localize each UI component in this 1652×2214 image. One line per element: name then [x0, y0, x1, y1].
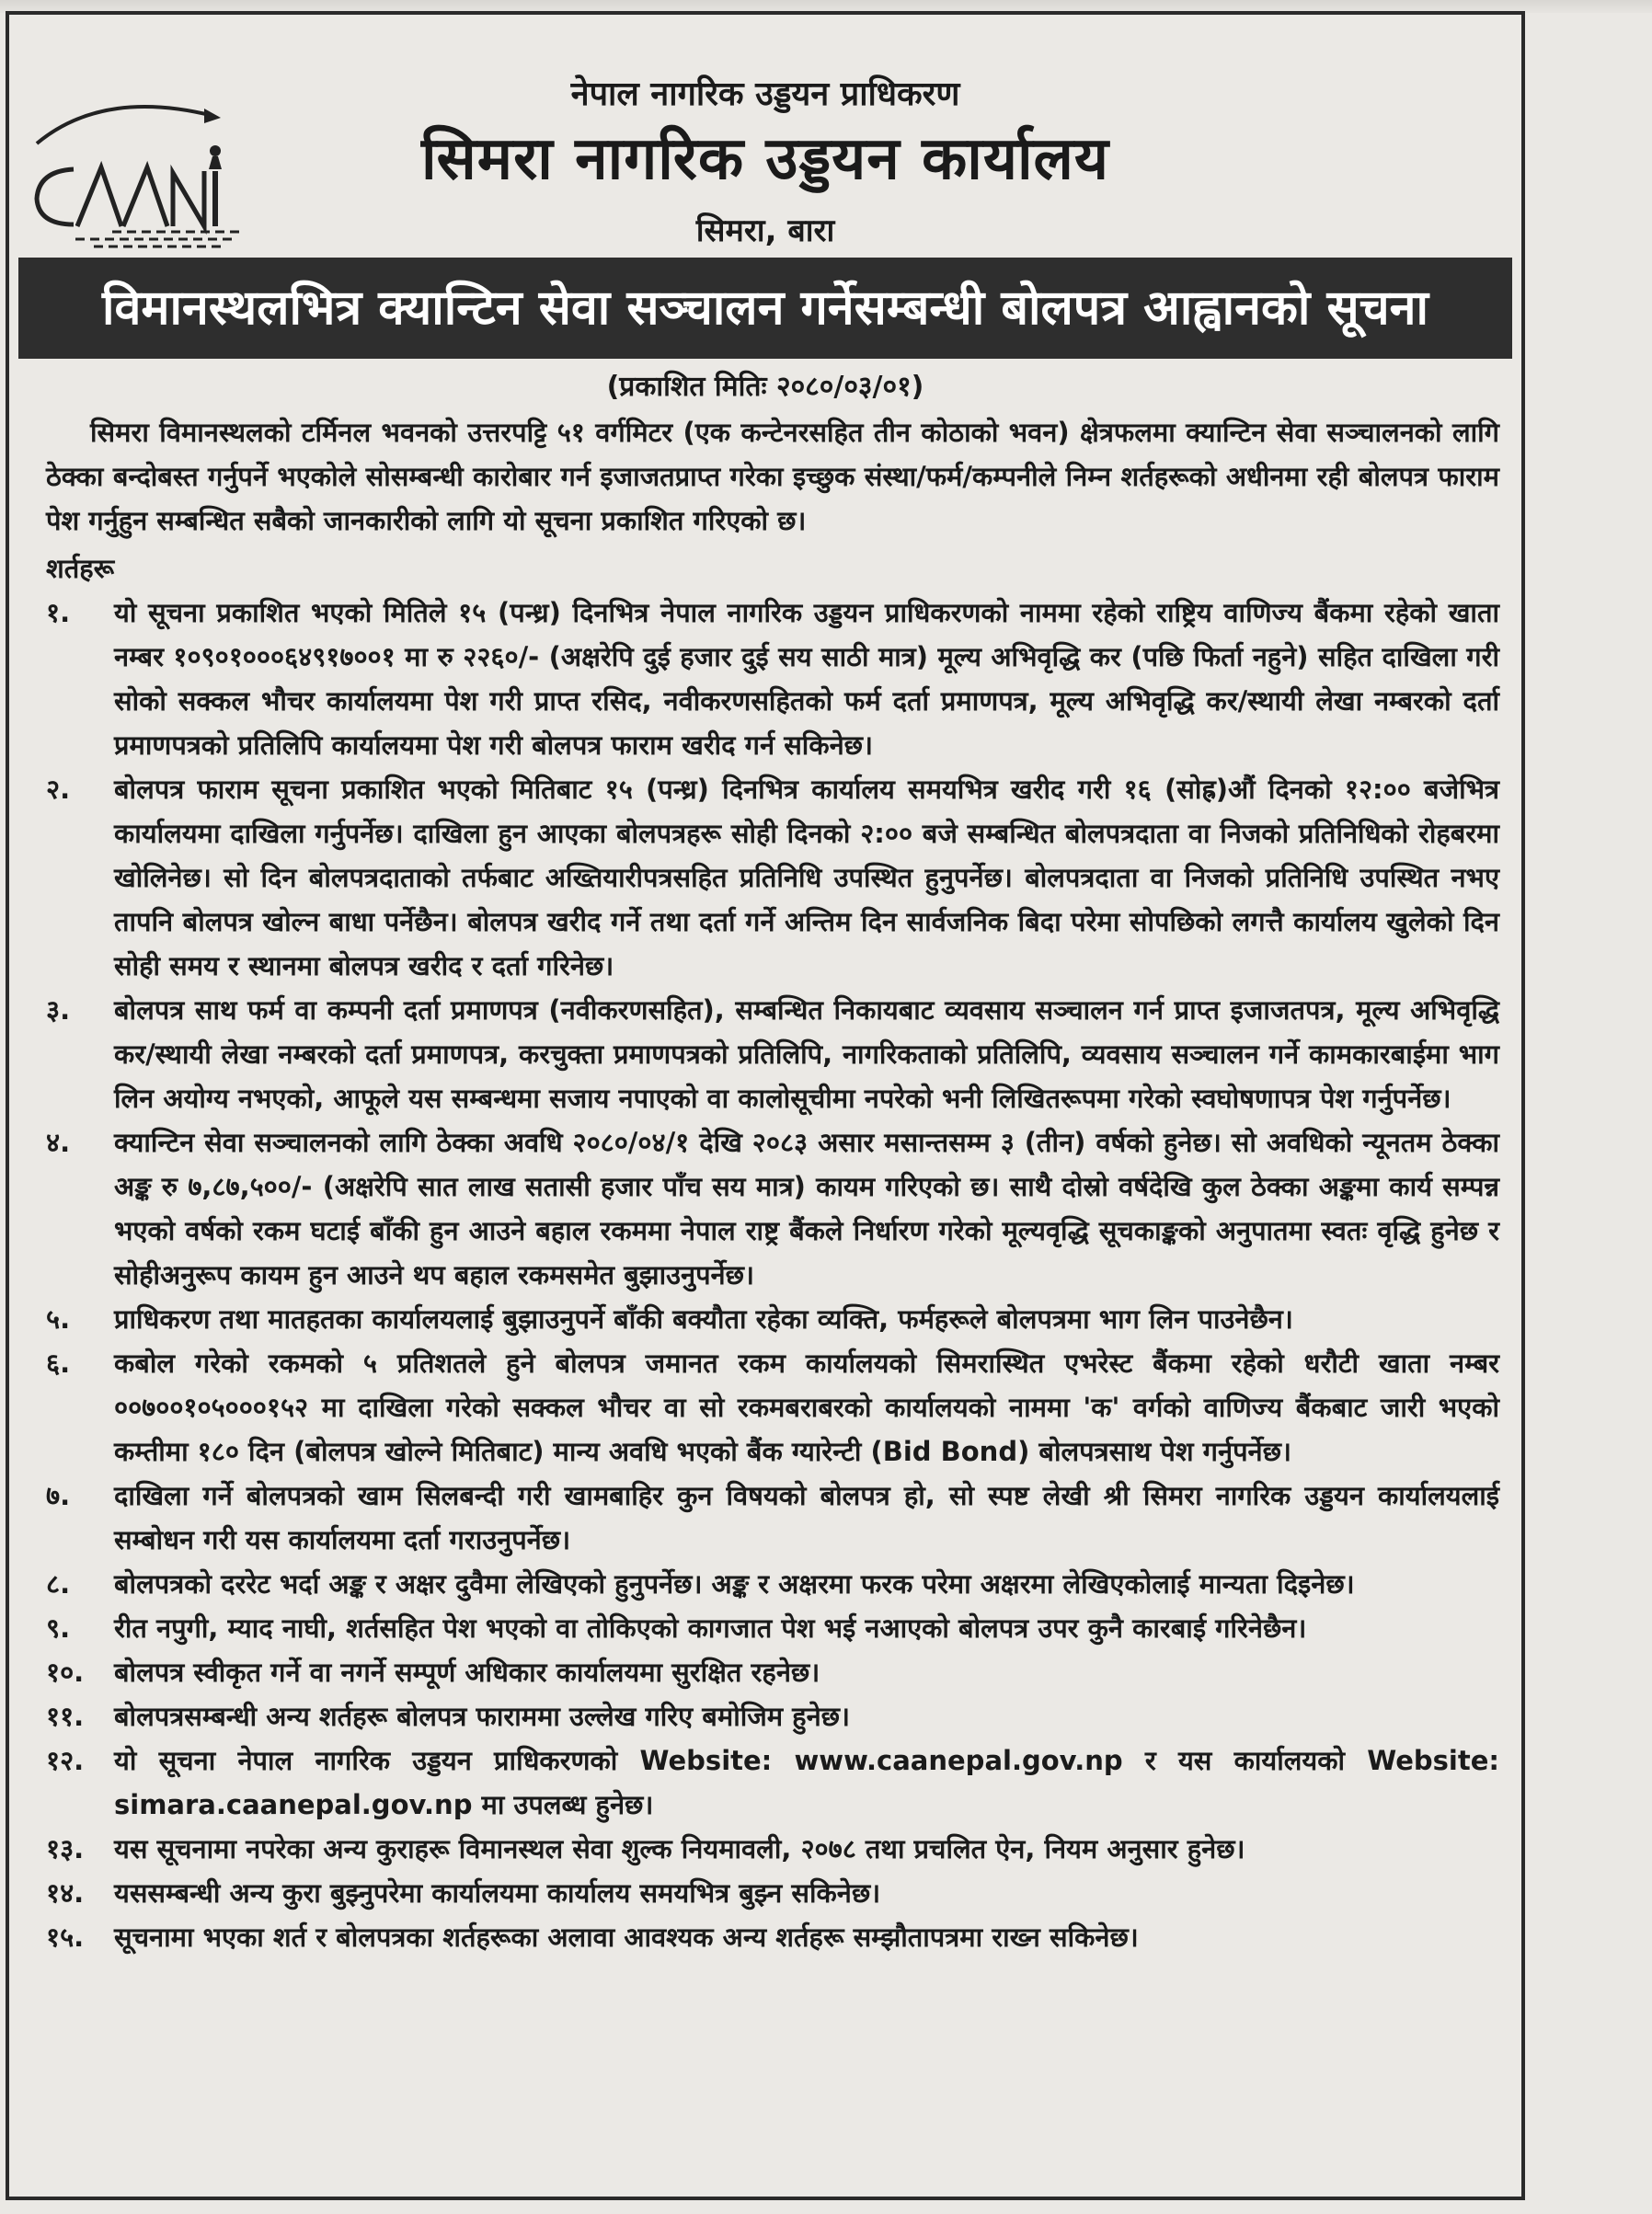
term-item	[46, 767, 1499, 988]
term-item	[46, 1297, 1499, 1341]
term-text: बोलपत्र स्वीकृत गर्ने वा नगर्ने सम्पूर्ण अधिकार कार्यालयमा सुरक्षित रहनेछ।	[114, 1657, 820, 1688]
term-item	[46, 1650, 1499, 1694]
organization-name: नेपाल नागरिक उड्डयन प्राधिकरण	[570, 75, 960, 113]
notice-header	[9, 15, 1521, 256]
notice-frame	[6, 11, 1525, 2200]
term-item	[46, 1827, 1499, 1871]
term-item	[46, 1871, 1499, 1915]
term-text: सूचनामा भएका शर्त र बोलपत्रका शर्तहरूका अलावा आवश्यक अन्य शर्तहरू सम्झौतापत्रमा राख्न सकिनेछ।	[114, 1921, 1139, 1953]
terms-heading: शर्तहरू	[46, 553, 115, 584]
office-location: सिमरा, बारा	[695, 212, 835, 249]
term-number: १.	[46, 597, 71, 628]
term-item	[46, 1120, 1499, 1297]
term-item	[46, 1606, 1499, 1650]
term-number: ३.	[46, 994, 71, 1026]
term-text: यो सूचना नेपाल नागरिक उड्डयन प्राधिकरणको Website: www.caanepal.gov.np र यस कार्यालयको Website: simara.caanepal.gov.np मा उपलब्ध हुनेछ।	[114, 1745, 1499, 1820]
term-text: क्यान्टिन सेवा सञ्चालनको लागि ठेक्का अवधि २०८०/०४/१ देखि २०८३ असार मसान्तसम्म ३ (तीन) वर्षको हुनेछ। सो अवधिको न्यूनतम ठेक्का अङ्क रु ७,८७,५००/- (अक्षरेपि सात लाख सतासी हजार पाँच सय मात्र) कायम गरिएको छ। साथै दोस्रो वर्षदेखि कुल ठेक्का अङ्कमा कार्य सम्पन्न भएको वर्षको रकम घटाई बाँकी हुन आउने बहाल रकममा नेपाल राष्ट्र बैंकले निर्धारण गरेको मूल्यवृद्धि सूचकाङ्कको अनुपातमा स्वतः वृद्धि हुनेछ र सोहीअनुरूप कायम हुन आउने थप बहाल रकमसमेत बुझाउनुपर्नेछ।	[114, 1127, 1499, 1291]
term-number: १२.	[46, 1745, 85, 1776]
term-text: यस सूचनामा नपरेका अन्य कुराहरू विमानस्थल सेवा शुल्क नियमावली, २०७८ तथा प्रचलित ऐन, नियम अनुसार हुनेछ।	[114, 1833, 1245, 1864]
intro-paragraph: सिमरा विमानस्थलको टर्मिनल भवनको उत्तरपट्टि ५१ वर्गमिटर (एक कन्टेनरसहित तीन कोठाको भवन) क्षेत्रफलमा क्यान्टिन सेवा सञ्चालनको लागि ठेक्का बन्दोबस्त गर्नुपर्ने भएकोले सोसम्बन्धी कारोबार गर्न इजाजतप्राप्त गरेका इच्छुक संस्था/फर्म/कम्पनीले निम्न शर्तहरूको अधीनमा रही बोलपत्र फाराम पेश गर्नुहुन सम्बन्धित सबैको जानकारीको लागि यो सूचना प्रकाशित गरिएको छ।	[46, 417, 1499, 536]
term-item	[46, 1474, 1499, 1562]
term-text: बोलपत्र फाराम सूचना प्रकाशित भएको मितिबाट १५ (पन्ध्र) दिनभित्र कार्यालय समयभित्र खरीद गरी १६ (सोह्र)औं दिनको १२:०० बजेभित्र कार्यालयमा दाखिला गर्नुपर्नेछ। दाखिला हुन आएका बोलपत्रहरू सोही दिनको २:०० बजे सम्बन्धित बोलपत्रदाता वा निजको प्रतिनिधिको रोहबरमा खोलिनेछ। सो दिन बोलपत्रदाताको तर्फबाट अख्तियारीपत्रसहित प्रतिनिधि उपस्थित हुनुपर्नेछ। बोलपत्रदाता वा निजको प्रतिनिधि उपस्थित नभए तापनि बोलपत्र खोल्न बाधा पर्नेछैन। बोलपत्र खरीद गर्ने तथा दर्ता गर्ने अन्तिम दिन सार्वजनिक बिदा परेमा सोपछिको लगत्तै कार्यालय खुलेको दिन सोही समय र स्थानमा बोलपत्र खरीद र दर्ता गरिनेछ।	[114, 774, 1499, 981]
terms-list	[46, 591, 1499, 1959]
notice-title: विमानस्थलभित्र क्यान्टिन सेवा सञ्चालन गर्नेसम्बन्धी बोलपत्र आह्वानको सूचना	[18, 258, 1512, 359]
term-item	[46, 591, 1499, 767]
term-number: १५.	[46, 1921, 85, 1953]
term-text: बोलपत्रसम्बन्धी अन्य शर्तहरू बोलपत्र फाराममा उल्लेख गरिए बमोजिम हुनेछ।	[114, 1701, 850, 1732]
term-number: १०.	[46, 1657, 85, 1688]
term-item	[46, 1738, 1499, 1827]
term-item	[46, 988, 1499, 1120]
term-number: २.	[46, 774, 71, 805]
term-text: बोलपत्र साथ फर्म वा कम्पनी दर्ता प्रमाणपत्र (नवीकरणसहित), सम्बन्धित निकायबाट व्यवसाय सञ्चालन गर्न प्राप्त इजाजतपत्र, मूल्य अभिवृद्धि कर/स्थायी लेखा नम्बरको दर्ता प्रमाणपत्र, करचुक्ता प्रमाणपत्रको प्रतिलिपि, नागरिकताको प्रतिलिपि, व्यवसाय सञ्चालन गर्ने कामकारबाईमा भाग लिन अयोग्य नभएको, आफूले यस सम्बन्धमा सजाय नपाएको वा कालोसूचीमा नपरेको भनी लिखितरूपमा गरेको स्वघोषणापत्र पेश गर्नुपर्नेछ।	[114, 994, 1499, 1114]
term-item	[46, 1915, 1499, 1959]
term-number: ९.	[46, 1612, 71, 1644]
term-number: १३.	[46, 1833, 85, 1864]
term-number: ६.	[46, 1348, 71, 1379]
term-text: रीत नपुगी, म्याद नाघी, शर्तसहित पेश भएको वा तोकिएको कागजात पेश भई नआएको बोलपत्र उपर कुनै कारबाई गरिनेछैन।	[114, 1612, 1307, 1644]
notice-body	[46, 410, 1499, 1959]
term-text: दाखिला गर्ने बोलपत्रको खाम सिलबन्दी गरी खामबाहिर कुन विषयको बोलपत्र हो, सो स्पष्ट लेखी श्री सिमरा नागरिक उड्डयन कार्यालयलाई सम्बोधन गरी यस कार्यालयमा दर्ता गराउनुपर्नेछ।	[114, 1480, 1499, 1555]
term-text: कबोल गरेको रकमको ५ प्रतिशतले हुने बोलपत्र जमानत रकम कार्यालयको सिमरास्थित एभरेस्ट बैंकमा रहेको धरौटी खाता नम्बर ००७००१०५०००१५२ मा दाखिला गरेको सक्कल भौचर वा सो रकमबराबरको कार्यालयको नाममा 'क' वर्गको वाणिज्य बैंकबाट जारी भएको कम्तीमा १८० दिन (बोलपत्र खोल्ने मितिबाट) मान्य अवधि भएको बैंक ग्यारेन्टी (Bid Bond) बोलपत्रसाथ पेश गर्नुपर्नेछ।	[114, 1348, 1499, 1467]
term-text: यो सूचना प्रकाशित भएको मितिले १५ (पन्ध्र) दिनभित्र नेपाल नागरिक उड्डयन प्राधिकरणको नाममा रहेको राष्ट्रिय वाणिज्य बैंकमा रहेको खाता नम्बर १०९०१०००६४९१७००१ मा रु २२६०/- (अक्षरेपि दुई हजार दुई सय साठी मात्र) मूल्य अभिवृद्धि कर (पछि फिर्ता नहुने) सहित दाखिला गरी सोको सक्कल भौचर कार्यालयमा पेश गरी प्राप्त रसिद, नवीकरणसहितको फर्म दर्ता प्रमाणपत्र, मूल्य अभिवृद्धि कर/स्थायी लेखा नम्बरको दर्ता प्रमाणपत्रको प्रतिलिपि कार्यालयमा पेश गरी बोलपत्र फाराम खरीद गर्न सकिनेछ।	[114, 597, 1499, 761]
office-name: सिमरा नागरिक उड्डयन कार्यालय	[420, 125, 1110, 193]
term-number: १४.	[46, 1877, 85, 1909]
published-date: (प्रकाशित मितिः २०८०/०३/०१)	[606, 371, 924, 403]
term-text: बोलपत्रको दररेट भर्दा अङ्क र अक्षर दुवैमा लेखिएको हुनुपर्नेछ। अङ्क र अक्षरमा फरक परेमा अक्षरमा लेखिएकोलाई मान्यता दिइनेछ।	[114, 1568, 1355, 1600]
term-item	[46, 1341, 1499, 1474]
term-number: ७.	[46, 1480, 71, 1511]
term-text: यससम्बन्धी अन्य कुरा बुझ्नुपरेमा कार्यालयमा कार्यालय समयभित्र बुझ्न सकिनेछ।	[114, 1877, 881, 1909]
term-item	[46, 1694, 1499, 1738]
term-number: ४.	[46, 1127, 71, 1158]
term-number: ८.	[46, 1568, 71, 1600]
term-text: प्राधिकरण तथा मातहतका कार्यालयलाई बुझाउनुपर्ने बाँकी बक्यौता रहेका व्यक्ति, फर्महरूले बोलपत्रमा भाग लिन पाउनेछैन।	[114, 1303, 1293, 1335]
term-item	[46, 1562, 1499, 1606]
term-number: ११.	[46, 1701, 85, 1732]
term-number: ५.	[46, 1303, 71, 1335]
